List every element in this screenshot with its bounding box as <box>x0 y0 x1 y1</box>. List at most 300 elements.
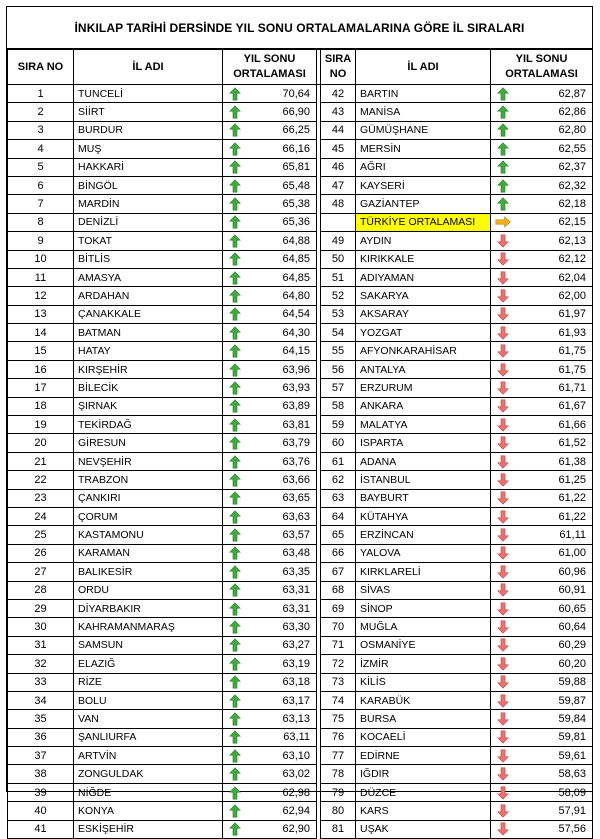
province-name: TUNCELİ <box>74 85 223 103</box>
average-value: 59,84 <box>515 710 593 728</box>
average-value: 63,57 <box>247 526 317 544</box>
province-name: AFYONKARAHİSAR <box>356 342 491 360</box>
table-row <box>8 618 593 636</box>
table-row <box>8 471 593 489</box>
trend-arrow-icon <box>223 305 247 323</box>
rank-number: 6 <box>8 176 74 194</box>
table-row <box>8 360 593 378</box>
average-value: 63,02 <box>247 765 317 783</box>
rank-number: 66 <box>321 544 356 562</box>
rank-number: 70 <box>321 618 356 636</box>
province-name: DİYARBAKIR <box>74 599 223 617</box>
table-row <box>8 103 593 121</box>
trend-arrow-icon <box>223 434 247 452</box>
rank-number: 16 <box>8 360 74 378</box>
province-name: MERSİN <box>356 140 491 158</box>
header-il-adi: İL ADI <box>74 50 223 85</box>
table-row <box>8 121 593 139</box>
trend-arrow-icon <box>491 158 515 176</box>
average-value: 63,79 <box>247 434 317 452</box>
trend-arrow-icon <box>223 747 247 765</box>
trend-arrow-icon <box>223 691 247 709</box>
average-value: 58,09 <box>515 783 593 801</box>
rank-number: 36 <box>8 728 74 746</box>
province-name: YOZGAT <box>356 324 491 342</box>
rank-number: 78 <box>321 765 356 783</box>
rank-number: 65 <box>321 526 356 544</box>
province-name: RİZE <box>74 673 223 691</box>
average-value: 62,80 <box>515 121 593 139</box>
province-name: İZMİR <box>356 655 491 673</box>
rank-number: 77 <box>321 747 356 765</box>
trend-arrow-icon <box>491 802 515 820</box>
table-row <box>8 195 593 213</box>
trend-arrow-icon <box>223 232 247 250</box>
province-name: TEKİRDAĞ <box>74 416 223 434</box>
trend-arrow-icon <box>491 618 515 636</box>
table-row <box>8 636 593 654</box>
trend-arrow-icon <box>491 213 515 231</box>
trend-arrow-icon <box>491 140 515 158</box>
table-row <box>8 452 593 470</box>
average-value: 63,31 <box>247 581 317 599</box>
province-name: KIRIKKALE <box>356 250 491 268</box>
province-name: SİVAS <box>356 581 491 599</box>
trend-arrow-icon <box>223 103 247 121</box>
average-value: 62,37 <box>515 158 593 176</box>
province-name: HATAY <box>74 342 223 360</box>
average-value: 64,88 <box>247 232 317 250</box>
province-name: AYDIN <box>356 232 491 250</box>
average-value: 61,25 <box>515 471 593 489</box>
rank-number: 24 <box>8 507 74 525</box>
table-row <box>8 489 593 507</box>
average-value: 59,81 <box>515 728 593 746</box>
rank-number: 19 <box>8 416 74 434</box>
rank-number <box>321 213 356 231</box>
header-ortalama: YIL SONU ORTALAMASI <box>223 50 317 85</box>
trend-arrow-icon <box>223 655 247 673</box>
trend-arrow-icon <box>223 140 247 158</box>
province-name: AMASYA <box>74 268 223 286</box>
average-value: 59,61 <box>515 747 593 765</box>
province-name: AKSARAY <box>356 305 491 323</box>
trend-arrow-icon <box>491 820 515 838</box>
average-value: 63,89 <box>247 397 317 415</box>
trend-arrow-icon <box>491 599 515 617</box>
province-name: BOLU <box>74 691 223 709</box>
province-name: ARTVİN <box>74 747 223 765</box>
province-name: DÜZCE <box>356 783 491 801</box>
table-row <box>8 268 593 286</box>
rank-number: 73 <box>321 673 356 691</box>
rank-number: 2 <box>8 103 74 121</box>
province-name: BAYBURT <box>356 489 491 507</box>
province-name: VAN <box>74 710 223 728</box>
trend-arrow-icon <box>491 250 515 268</box>
province-name: KIRKLARELİ <box>356 563 491 581</box>
average-value: 60,96 <box>515 563 593 581</box>
average-value: 61,71 <box>515 379 593 397</box>
average-value: 63,76 <box>247 452 317 470</box>
province-name: ŞANLIURFA <box>74 728 223 746</box>
average-value: 60,29 <box>515 636 593 654</box>
trend-arrow-icon <box>491 176 515 194</box>
province-name: OSMANİYE <box>356 636 491 654</box>
table-row <box>8 765 593 783</box>
table-row <box>8 158 593 176</box>
table-row <box>8 434 593 452</box>
table-row <box>8 379 593 397</box>
province-name: SİİRT <box>74 103 223 121</box>
province-name: YALOVA <box>356 544 491 562</box>
rank-number: 12 <box>8 287 74 305</box>
trend-arrow-icon <box>223 158 247 176</box>
province-name: IĞDIR <box>356 765 491 783</box>
trend-arrow-icon <box>223 802 247 820</box>
province-name: MUĞLA <box>356 618 491 636</box>
average-value: 64,30 <box>247 324 317 342</box>
average-value: 65,81 <box>247 158 317 176</box>
header-sira-no-right: SIRA NO <box>321 50 356 85</box>
table-row <box>8 342 593 360</box>
header-sira-no: SIRA NO <box>8 50 74 85</box>
rank-number: 23 <box>8 489 74 507</box>
trend-arrow-icon <box>223 379 247 397</box>
province-name: MARDİN <box>74 195 223 213</box>
average-value: 60,64 <box>515 618 593 636</box>
trend-arrow-icon <box>491 691 515 709</box>
table-row <box>8 416 593 434</box>
trend-arrow-icon <box>491 526 515 544</box>
province-name: KOCAELİ <box>356 728 491 746</box>
average-value: 66,16 <box>247 140 317 158</box>
table-row <box>8 305 593 323</box>
rank-number: 35 <box>8 710 74 728</box>
trend-arrow-icon <box>223 250 247 268</box>
average-value: 63,27 <box>247 636 317 654</box>
average-value: 61,75 <box>515 342 593 360</box>
province-name: HAKKARİ <box>74 158 223 176</box>
trend-arrow-icon <box>223 213 247 231</box>
rank-number: 25 <box>8 526 74 544</box>
rank-number: 80 <box>321 802 356 820</box>
table-row <box>8 802 593 820</box>
average-value: 59,88 <box>515 673 593 691</box>
rank-number: 22 <box>8 471 74 489</box>
average-value: 61,66 <box>515 416 593 434</box>
average-value: 61,67 <box>515 397 593 415</box>
average-value: 63,35 <box>247 563 317 581</box>
rank-number: 26 <box>8 544 74 562</box>
rank-number: 59 <box>321 416 356 434</box>
province-name: GÜMÜŞHANE <box>356 121 491 139</box>
average-value: 63,13 <box>247 710 317 728</box>
trend-arrow-icon <box>491 379 515 397</box>
sheet-title: İNKILAP TARİHİ DERSİNDE YIL SONU ORTALAMALARINA GÖRE İL SIRALARI <box>7 7 592 49</box>
table-row <box>8 581 593 599</box>
rank-number: 55 <box>321 342 356 360</box>
trend-arrow-icon <box>223 710 247 728</box>
rank-number: 3 <box>8 121 74 139</box>
rank-number: 30 <box>8 618 74 636</box>
rank-number: 34 <box>8 691 74 709</box>
rank-number: 51 <box>321 268 356 286</box>
trend-arrow-icon <box>491 287 515 305</box>
average-value: 61,52 <box>515 434 593 452</box>
average-value: 62,55 <box>515 140 593 158</box>
rank-number: 49 <box>321 232 356 250</box>
average-value: 61,75 <box>515 360 593 378</box>
province-name: ERZURUM <box>356 379 491 397</box>
table-row <box>8 599 593 617</box>
average-value: 62,13 <box>515 232 593 250</box>
trend-arrow-icon <box>491 103 515 121</box>
average-value: 62,90 <box>247 820 317 838</box>
average-value: 70,64 <box>247 85 317 103</box>
trend-arrow-icon <box>223 85 247 103</box>
average-value: 64,15 <box>247 342 317 360</box>
rank-number: 48 <box>321 195 356 213</box>
trend-arrow-icon <box>223 416 247 434</box>
rank-number: 54 <box>321 324 356 342</box>
rank-number: 9 <box>8 232 74 250</box>
rank-number: 69 <box>321 599 356 617</box>
province-name: ESKİŞEHİR <box>74 820 223 838</box>
table-row <box>8 507 593 525</box>
rank-number: 14 <box>8 324 74 342</box>
province-name: KARAMAN <box>74 544 223 562</box>
average-value: 62,98 <box>247 783 317 801</box>
province-name: ANKARA <box>356 397 491 415</box>
average-value: 63,17 <box>247 691 317 709</box>
province-name: SAKARYA <box>356 287 491 305</box>
table-row <box>8 324 593 342</box>
trend-arrow-icon <box>491 232 515 250</box>
trend-arrow-icon <box>223 526 247 544</box>
province-name: BURDUR <box>74 121 223 139</box>
rank-number: 57 <box>321 379 356 397</box>
average-value: 61,11 <box>515 526 593 544</box>
header-ortalama-right: YIL SONU ORTALAMASI <box>491 50 593 85</box>
average-value: 65,38 <box>247 195 317 213</box>
province-name: İSTANBUL <box>356 471 491 489</box>
average-value: 59,87 <box>515 691 593 709</box>
average-value: 66,25 <box>247 121 317 139</box>
trend-arrow-icon <box>223 820 247 838</box>
average-value: 63,30 <box>247 618 317 636</box>
average-value: 61,22 <box>515 507 593 525</box>
province-name: KARS <box>356 802 491 820</box>
table-row <box>8 140 593 158</box>
average-value: 57,91 <box>515 802 593 820</box>
trend-arrow-icon <box>491 342 515 360</box>
trend-arrow-icon <box>223 397 247 415</box>
province-name: KARABÜK <box>356 691 491 709</box>
province-name: KIRŞEHİR <box>74 360 223 378</box>
rank-number: 1 <box>8 85 74 103</box>
average-value: 57,56 <box>515 820 593 838</box>
trend-arrow-icon <box>491 85 515 103</box>
province-name: TOKAT <box>74 232 223 250</box>
province-name: MANİSA <box>356 103 491 121</box>
trend-arrow-icon <box>491 397 515 415</box>
trend-arrow-icon <box>491 121 515 139</box>
province-name: ÇANAKKALE <box>74 305 223 323</box>
rank-number: 68 <box>321 581 356 599</box>
table-row <box>8 673 593 691</box>
trend-arrow-icon <box>491 268 515 286</box>
province-name: BİTLİS <box>74 250 223 268</box>
province-name: ZONGULDAK <box>74 765 223 783</box>
province-name: ADANA <box>356 452 491 470</box>
table-row <box>8 747 593 765</box>
average-value: 61,97 <box>515 305 593 323</box>
trend-arrow-icon <box>223 471 247 489</box>
average-value: 62,00 <box>515 287 593 305</box>
table-row <box>8 655 593 673</box>
rank-number: 37 <box>8 747 74 765</box>
average-value: 62,04 <box>515 268 593 286</box>
trend-arrow-icon <box>223 673 247 691</box>
province-name: TÜRKİYE ORTALAMASI <box>356 213 491 231</box>
trend-arrow-icon <box>223 636 247 654</box>
average-value: 63,19 <box>247 655 317 673</box>
province-name: ARDAHAN <box>74 287 223 305</box>
trend-arrow-icon <box>491 507 515 525</box>
trend-arrow-icon <box>491 416 515 434</box>
trend-arrow-icon <box>491 434 515 452</box>
average-value: 63,96 <box>247 360 317 378</box>
trend-arrow-icon <box>223 618 247 636</box>
trend-arrow-icon <box>491 728 515 746</box>
trend-arrow-icon <box>223 268 247 286</box>
trend-arrow-icon <box>223 342 247 360</box>
table-row <box>8 213 593 231</box>
average-value: 63,81 <box>247 416 317 434</box>
trend-arrow-icon <box>223 599 247 617</box>
header-il-adi-right: İL ADI <box>356 50 491 85</box>
trend-arrow-icon <box>491 563 515 581</box>
rank-number: 39 <box>8 783 74 801</box>
average-value: 64,80 <box>247 287 317 305</box>
average-value: 65,36 <box>247 213 317 231</box>
trend-arrow-icon <box>223 765 247 783</box>
rank-number: 15 <box>8 342 74 360</box>
average-value: 60,65 <box>515 599 593 617</box>
trend-arrow-icon <box>491 747 515 765</box>
trend-arrow-icon <box>223 176 247 194</box>
table-row <box>8 526 593 544</box>
average-value: 60,20 <box>515 655 593 673</box>
province-name: BALIKESİR <box>74 563 223 581</box>
trend-arrow-icon <box>223 563 247 581</box>
average-value: 61,38 <box>515 452 593 470</box>
rank-number: 46 <box>321 158 356 176</box>
average-value: 61,93 <box>515 324 593 342</box>
table-row <box>8 563 593 581</box>
province-name: ORDU <box>74 581 223 599</box>
province-name: UŞAK <box>356 820 491 838</box>
average-value: 63,48 <box>247 544 317 562</box>
average-value: 62,32 <box>515 176 593 194</box>
table-row <box>8 250 593 268</box>
trend-arrow-icon <box>491 471 515 489</box>
rank-number: 63 <box>321 489 356 507</box>
average-value: 63,11 <box>247 728 317 746</box>
ranking-table <box>7 49 593 839</box>
province-name: BİLECİK <box>74 379 223 397</box>
average-value: 63,66 <box>247 471 317 489</box>
rank-number: 62 <box>321 471 356 489</box>
rank-number: 75 <box>321 710 356 728</box>
trend-arrow-icon <box>491 305 515 323</box>
average-value: 66,90 <box>247 103 317 121</box>
table-row <box>8 232 593 250</box>
average-value: 62,18 <box>515 195 593 213</box>
province-name: ADIYAMAN <box>356 268 491 286</box>
province-name: NİĞDE <box>74 783 223 801</box>
rank-number: 21 <box>8 452 74 470</box>
rank-number: 71 <box>321 636 356 654</box>
rank-number: 31 <box>8 636 74 654</box>
trend-arrow-icon <box>491 765 515 783</box>
rank-number: 7 <box>8 195 74 213</box>
table-row <box>8 710 593 728</box>
trend-arrow-icon <box>223 489 247 507</box>
average-value: 62,87 <box>515 85 593 103</box>
rank-number: 76 <box>321 728 356 746</box>
province-name: BARTIN <box>356 85 491 103</box>
rank-number: 33 <box>8 673 74 691</box>
average-value: 58,63 <box>515 765 593 783</box>
average-value: 61,22 <box>515 489 593 507</box>
province-name: NEVŞEHİR <box>74 452 223 470</box>
rank-number: 43 <box>321 103 356 121</box>
table-row <box>8 287 593 305</box>
province-name: KÜTAHYA <box>356 507 491 525</box>
rank-number: 32 <box>8 655 74 673</box>
province-name: KAYSERİ <box>356 176 491 194</box>
trend-arrow-icon <box>491 636 515 654</box>
average-value: 64,54 <box>247 305 317 323</box>
average-value: 61,00 <box>515 544 593 562</box>
rank-number: 50 <box>321 250 356 268</box>
average-value: 62,15 <box>515 213 593 231</box>
rank-number: 27 <box>8 563 74 581</box>
province-name: BURSA <box>356 710 491 728</box>
trend-arrow-icon <box>223 360 247 378</box>
average-value: 63,18 <box>247 673 317 691</box>
average-value: 64,85 <box>247 250 317 268</box>
province-name: SAMSUN <box>74 636 223 654</box>
rank-number: 18 <box>8 397 74 415</box>
trend-arrow-icon <box>491 324 515 342</box>
header-row <box>8 50 593 85</box>
rank-number: 74 <box>321 691 356 709</box>
trend-arrow-icon <box>491 489 515 507</box>
province-name: ANTALYA <box>356 360 491 378</box>
trend-arrow-icon <box>223 287 247 305</box>
trend-arrow-icon <box>491 452 515 470</box>
average-value: 65,48 <box>247 176 317 194</box>
average-value: 60,91 <box>515 581 593 599</box>
rank-number: 38 <box>8 765 74 783</box>
province-name: GİRESUN <box>74 434 223 452</box>
table-row <box>8 820 593 838</box>
table-row <box>8 397 593 415</box>
province-name: EDİRNE <box>356 747 491 765</box>
